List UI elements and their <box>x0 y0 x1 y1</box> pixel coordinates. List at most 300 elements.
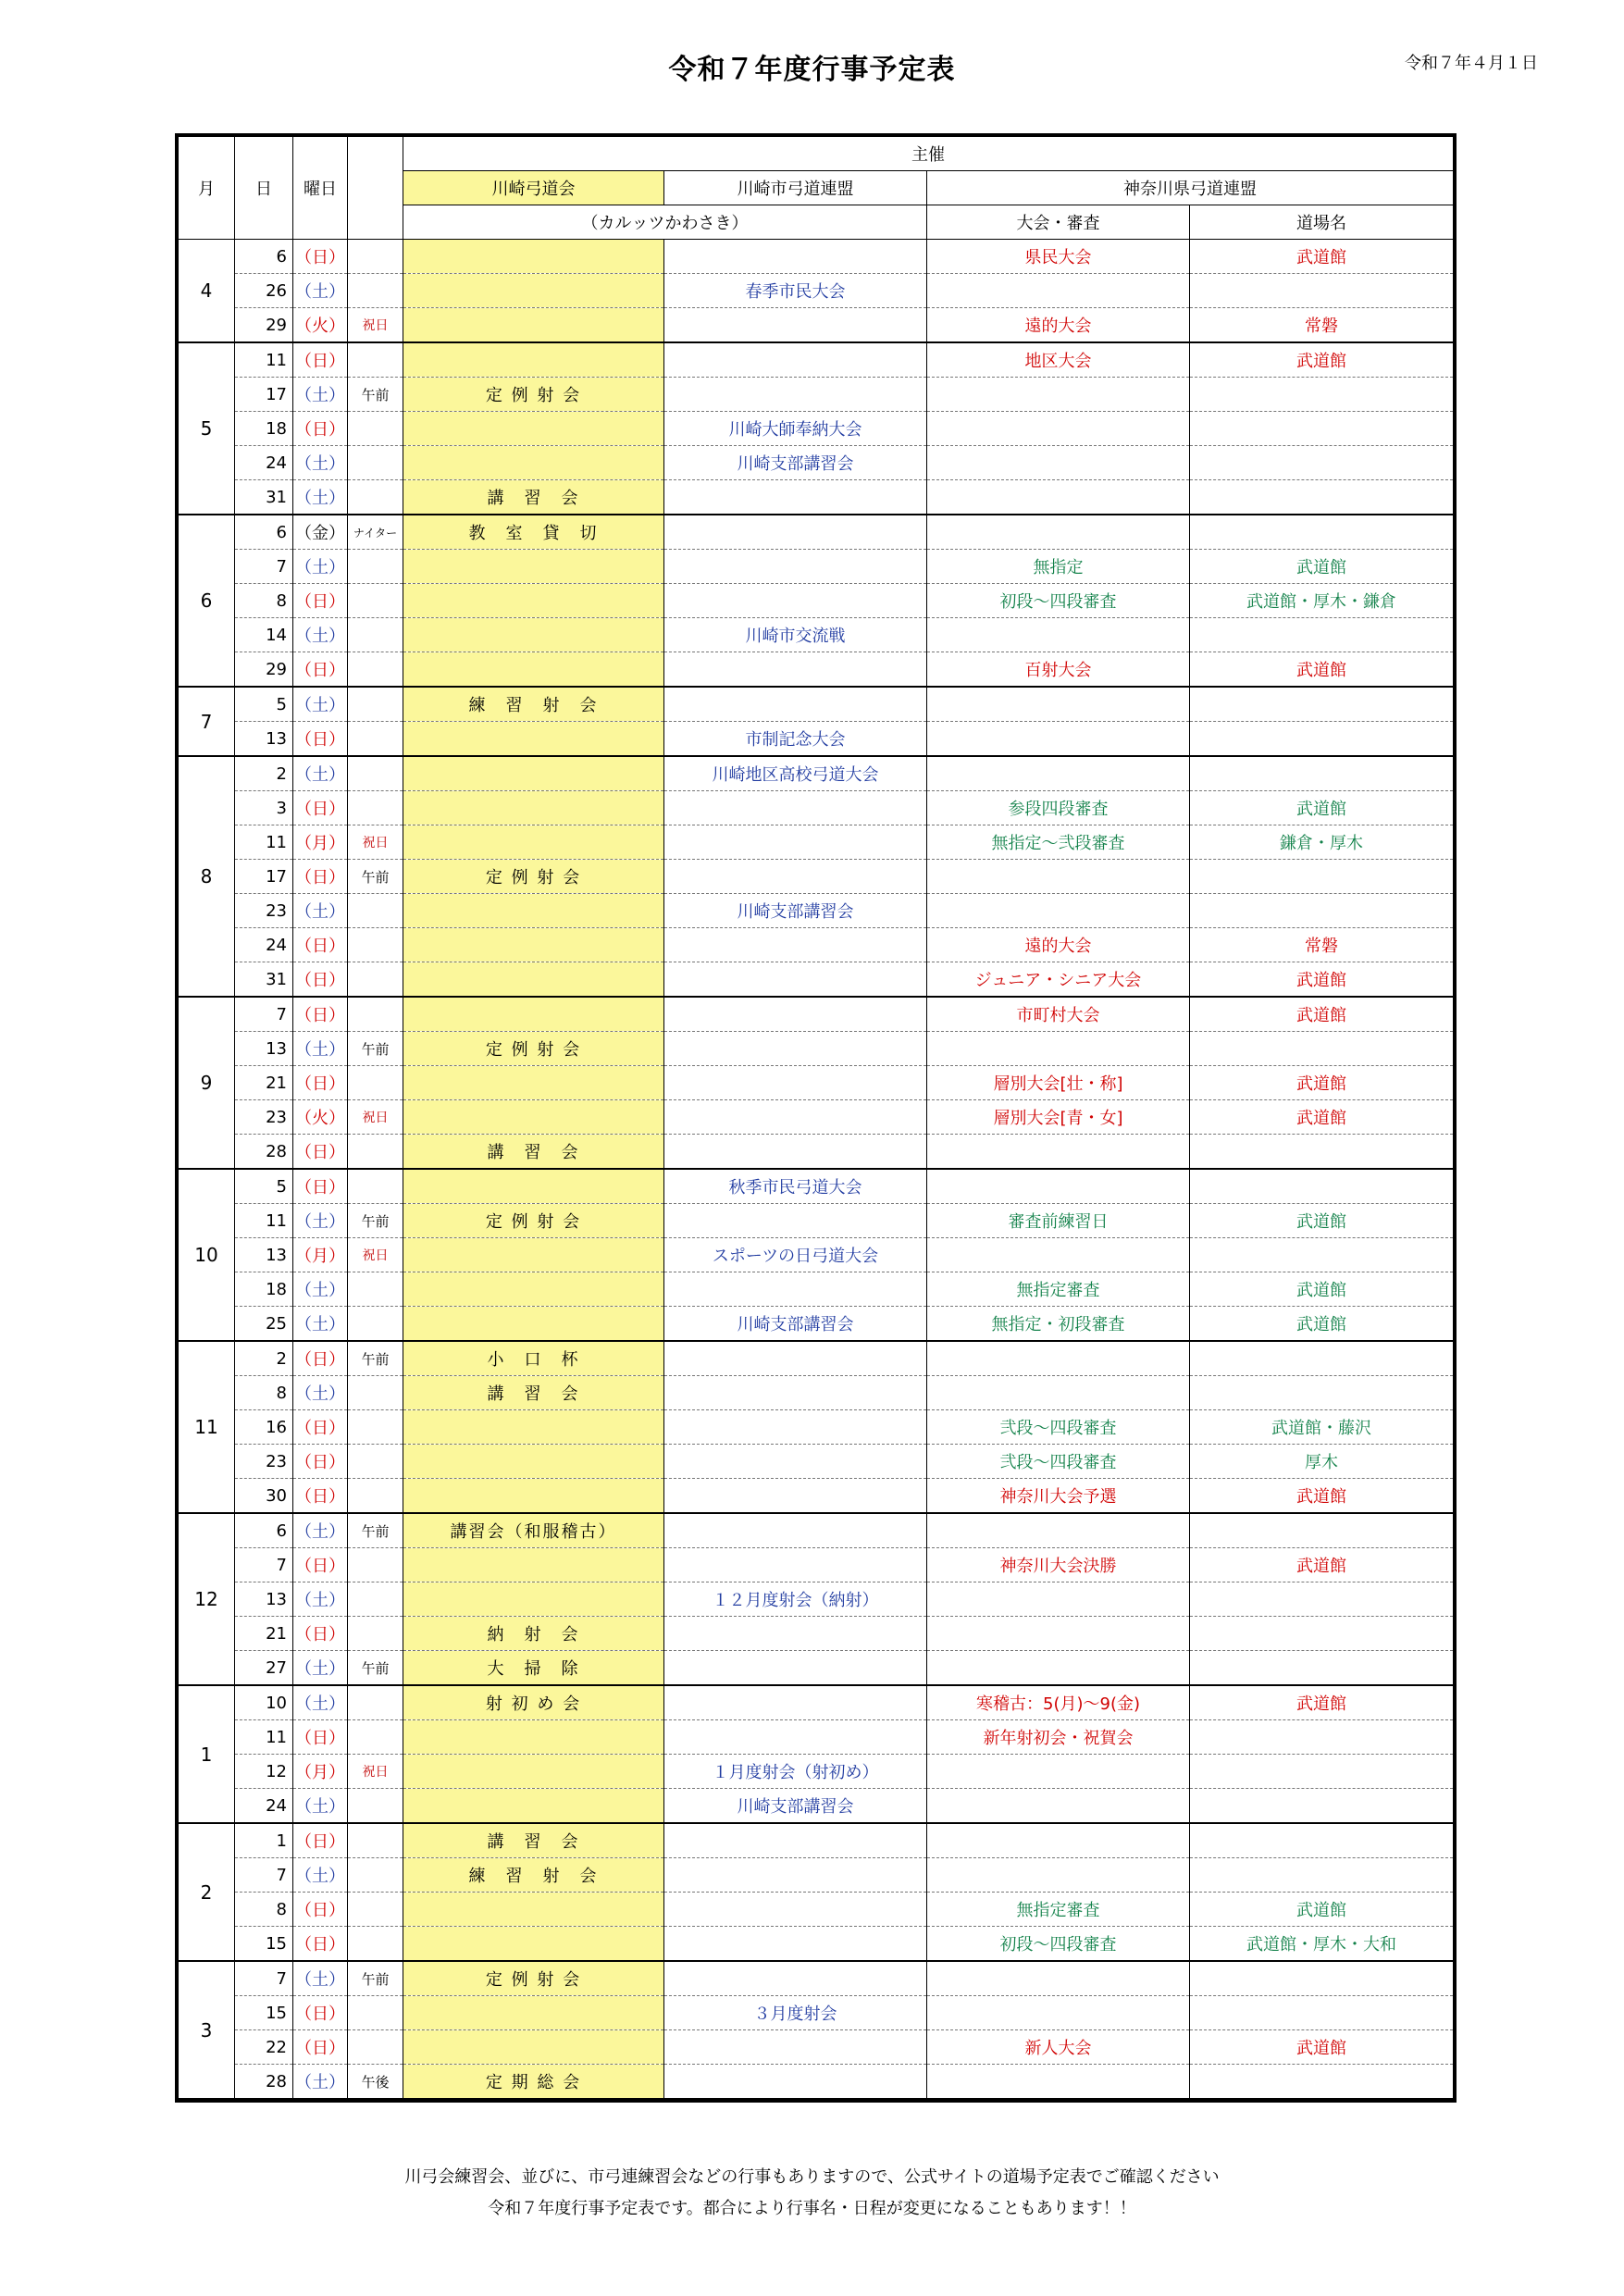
pref-event-cell: 寒稽古：5(月)～9(金) <box>927 1685 1190 1720</box>
day-cell: 23 <box>235 894 293 928</box>
weekday-cell: （日） <box>293 2030 348 2065</box>
kawasaki-kyudo-cell: 講 習 会 <box>403 1135 664 1170</box>
day-cell: 3 <box>235 791 293 825</box>
pref-event-cell <box>927 446 1190 480</box>
pref-event-cell: 弐段～四段審査 <box>927 1445 1190 1479</box>
note-cell <box>348 412 403 446</box>
pref-event-cell <box>927 1651 1190 1686</box>
kawasaki-kyudo-cell: 練 習 射 会 <box>403 1858 664 1893</box>
dojo-cell: 武道館 <box>1190 1685 1454 1720</box>
note-cell <box>348 2030 403 2065</box>
table-row <box>179 412 1454 446</box>
weekday-cell: （日） <box>293 1135 348 1170</box>
table-row <box>179 1238 1454 1272</box>
month-cell: 11 <box>179 1341 235 1513</box>
pref-event-cell <box>927 687 1190 722</box>
day-cell: 6 <box>235 1513 293 1548</box>
pref-event-cell: 層別大会[青・女] <box>927 1100 1190 1135</box>
note-cell <box>348 1548 403 1582</box>
pref-event-cell <box>927 1032 1190 1066</box>
kawasaki-kyudo-cell: 定 期 総 会 <box>403 2065 664 2100</box>
dojo-cell <box>1190 687 1454 722</box>
table-row <box>179 1445 1454 1479</box>
kawasaki-kyudo-cell <box>403 584 664 618</box>
day-cell: 11 <box>235 1204 293 1238</box>
city-federation-cell <box>664 962 927 998</box>
kawasaki-kyudo-cell <box>403 1272 664 1307</box>
note-cell: 祝日 <box>348 1100 403 1135</box>
table-row <box>179 1996 1454 2030</box>
dojo-cell <box>1190 1720 1454 1755</box>
table-row <box>179 894 1454 928</box>
header-dojo: 道場名 <box>1190 205 1454 240</box>
table-row <box>179 825 1454 860</box>
table-row <box>179 378 1454 412</box>
dojo-cell <box>1190 1169 1454 1204</box>
kawasaki-kyudo-cell <box>403 412 664 446</box>
table-row <box>179 618 1454 652</box>
note-cell <box>348 342 403 378</box>
note-cell: 午前 <box>348 1032 403 1066</box>
weekday-cell: （日） <box>293 1169 348 1204</box>
day-cell: 11 <box>235 342 293 378</box>
weekday-cell: （日） <box>293 1893 348 1927</box>
weekday-cell: （日） <box>293 962 348 998</box>
kawasaki-kyudo-cell <box>403 1066 664 1100</box>
header-kawasaki-kyudo: 川崎弓道会 <box>403 171 664 205</box>
issue-date: 令和７年４月１日 <box>1405 54 1538 73</box>
city-federation-cell <box>664 860 927 894</box>
day-cell: 7 <box>235 550 293 584</box>
note-cell <box>348 1858 403 1893</box>
dojo-cell <box>1190 860 1454 894</box>
weekday-cell: （日） <box>293 791 348 825</box>
footer-disclaimer: 令和７年度行事予定表です。都合により行事名・日程が変更になることもあります！！ <box>488 2199 1136 2218</box>
table-row <box>179 860 1454 894</box>
table-row <box>179 1032 1454 1066</box>
month-group <box>179 1823 1454 1961</box>
day-cell: 1 <box>235 1823 293 1858</box>
pref-event-cell <box>927 618 1190 652</box>
weekday-cell: （日） <box>293 860 348 894</box>
month-group <box>179 1685 1454 1823</box>
kawasaki-kyudo-cell: 講習会（和服稽古） <box>403 1513 664 1548</box>
dojo-cell: 鎌倉・厚木 <box>1190 825 1454 860</box>
header-weekday: 曜日 <box>293 137 348 240</box>
table-row <box>179 962 1454 998</box>
table-row <box>179 1066 1454 1100</box>
dojo-cell: 厚木 <box>1190 1445 1454 1479</box>
dojo-cell <box>1190 1651 1454 1686</box>
table-row <box>179 1720 1454 1755</box>
dojo-cell: 常磐 <box>1190 928 1454 962</box>
weekday-cell: （日） <box>293 584 348 618</box>
day-cell: 12 <box>235 1755 293 1789</box>
day-cell: 8 <box>235 1893 293 1927</box>
header-kawasaki-sub: （カルッツかわさき） <box>403 205 927 240</box>
note-cell <box>348 1582 403 1617</box>
note-cell <box>348 1066 403 1100</box>
city-federation-cell <box>664 825 927 860</box>
kawasaki-kyudo-cell <box>403 342 664 378</box>
kawasaki-kyudo-cell: 納 射 会 <box>403 1617 664 1651</box>
note-cell <box>348 240 403 274</box>
pref-event-cell <box>927 1823 1190 1858</box>
pref-event-cell: 層別大会[壮・称] <box>927 1066 1190 1100</box>
weekday-cell: （日） <box>293 1617 348 1651</box>
pref-event-cell <box>927 412 1190 446</box>
table-row <box>179 1135 1454 1170</box>
city-federation-cell <box>664 1032 927 1066</box>
kawasaki-kyudo-cell: 大 掃 除 <box>403 1651 664 1686</box>
month-cell: 5 <box>179 342 235 515</box>
weekday-cell: （土） <box>293 2065 348 2100</box>
table-row <box>179 1755 1454 1789</box>
kawasaki-kyudo-cell <box>403 240 664 274</box>
pref-event-cell: 無指定審査 <box>927 1272 1190 1307</box>
weekday-cell: （日） <box>293 1927 348 1962</box>
kawasaki-kyudo-cell: 定 例 射 会 <box>403 378 664 412</box>
day-cell: 10 <box>235 1685 293 1720</box>
weekday-cell: （土） <box>293 894 348 928</box>
pref-event-cell: 神奈川大会予選 <box>927 1479 1190 1514</box>
pref-event-cell <box>927 1789 1190 1824</box>
note-cell: 午前 <box>348 1341 403 1376</box>
dojo-cell: 武道館・厚木・鎌倉 <box>1190 584 1454 618</box>
header-taikai: 大会・審査 <box>927 205 1190 240</box>
weekday-cell: （日） <box>293 1548 348 1582</box>
day-cell: 28 <box>235 2065 293 2100</box>
pref-event-cell <box>927 1996 1190 2030</box>
kawasaki-kyudo-cell: 講 習 会 <box>403 480 664 515</box>
dojo-cell <box>1190 1823 1454 1858</box>
dojo-cell <box>1190 756 1454 791</box>
pref-event-cell: 参段四段審査 <box>927 791 1190 825</box>
weekday-cell: （日） <box>293 342 348 378</box>
weekday-cell: （月） <box>293 1755 348 1789</box>
day-cell: 28 <box>235 1135 293 1170</box>
pref-event-cell <box>927 860 1190 894</box>
city-federation-cell <box>664 1617 927 1651</box>
kawasaki-kyudo-cell <box>403 550 664 584</box>
table-row <box>179 1893 1454 1927</box>
dojo-cell <box>1190 1135 1454 1170</box>
day-cell: 22 <box>235 2030 293 2065</box>
kawasaki-kyudo-cell <box>403 274 664 308</box>
pref-event-cell: 初段～四段審査 <box>927 584 1190 618</box>
city-federation-cell <box>664 378 927 412</box>
pref-event-cell <box>927 1961 1190 1996</box>
month-group <box>179 1169 1454 1341</box>
pref-event-cell <box>927 1238 1190 1272</box>
table-row <box>179 1582 1454 1617</box>
kawasaki-kyudo-cell: 練 習 射 会 <box>403 687 664 722</box>
city-federation-cell <box>664 928 927 962</box>
dojo-cell: 武道館 <box>1190 550 1454 584</box>
day-cell: 23 <box>235 1100 293 1135</box>
dojo-cell <box>1190 722 1454 757</box>
kawasaki-kyudo-cell <box>403 825 664 860</box>
note-cell <box>348 1135 403 1170</box>
day-cell: 11 <box>235 825 293 860</box>
city-federation-cell: 川崎支部講習会 <box>664 446 927 480</box>
day-cell: 7 <box>235 1961 293 1996</box>
table-row <box>179 274 1454 308</box>
dojo-cell: 武道館 <box>1190 1272 1454 1307</box>
day-cell: 18 <box>235 1272 293 1307</box>
city-federation-cell <box>664 1410 927 1445</box>
weekday-cell: （日） <box>293 1066 348 1100</box>
dojo-cell: 武道館 <box>1190 2030 1454 2065</box>
note-cell <box>348 1893 403 1927</box>
pref-event-cell <box>927 1376 1190 1410</box>
note-cell <box>348 1720 403 1755</box>
note-cell: 祝日 <box>348 1755 403 1789</box>
note-cell: 祝日 <box>348 825 403 860</box>
month-cell: 4 <box>179 240 235 343</box>
kawasaki-kyudo-cell <box>403 618 664 652</box>
city-federation-cell <box>664 652 927 688</box>
note-cell <box>348 997 403 1032</box>
dojo-cell <box>1190 1582 1454 1617</box>
table-row <box>179 1376 1454 1410</box>
day-cell: 17 <box>235 378 293 412</box>
kawasaki-kyudo-cell <box>403 1720 664 1755</box>
kawasaki-kyudo-cell <box>403 791 664 825</box>
table-row <box>179 2030 1454 2065</box>
month-cell: 6 <box>179 515 235 687</box>
pref-event-cell <box>927 1755 1190 1789</box>
city-federation-cell: ３月度射会 <box>664 1996 927 2030</box>
day-cell: 29 <box>235 308 293 343</box>
month-group <box>179 1341 1454 1513</box>
weekday-cell: （土） <box>293 1651 348 1686</box>
weekday-cell: （日） <box>293 1720 348 1755</box>
pref-event-cell <box>927 894 1190 928</box>
note-cell <box>348 1927 403 1962</box>
pref-event-cell: 市町村大会 <box>927 997 1190 1032</box>
month-cell: 9 <box>179 997 235 1169</box>
city-federation-cell <box>664 1651 927 1686</box>
kawasaki-kyudo-cell <box>403 722 664 757</box>
city-federation-cell <box>664 550 927 584</box>
dojo-cell <box>1190 274 1454 308</box>
day-cell: 24 <box>235 446 293 480</box>
note-cell <box>348 1996 403 2030</box>
city-federation-cell: 川崎市交流戦 <box>664 618 927 652</box>
table-row <box>179 756 1454 791</box>
weekday-cell: （土） <box>293 550 348 584</box>
weekday-cell: （土） <box>293 446 348 480</box>
city-federation-cell <box>664 1204 927 1238</box>
note-cell <box>348 480 403 515</box>
table-row <box>179 1513 1454 1548</box>
dojo-cell <box>1190 1789 1454 1824</box>
day-cell: 14 <box>235 618 293 652</box>
weekday-cell: （日） <box>293 240 348 274</box>
note-cell <box>348 652 403 688</box>
kawasaki-kyudo-cell: 定 例 射 会 <box>403 1961 664 1996</box>
city-federation-cell <box>664 1858 927 1893</box>
weekday-cell: （土） <box>293 1961 348 1996</box>
dojo-cell: 武道館・厚木・大和 <box>1190 1927 1454 1962</box>
weekday-cell: （日） <box>293 1410 348 1445</box>
day-cell: 27 <box>235 1651 293 1686</box>
note-cell <box>348 894 403 928</box>
table-row <box>179 1823 1454 1858</box>
month-cell: 10 <box>179 1169 235 1341</box>
table-row <box>179 2065 1454 2100</box>
pref-event-cell: 遠的大会 <box>927 308 1190 343</box>
table-row <box>179 1685 1454 1720</box>
dojo-cell: 武道館 <box>1190 1100 1454 1135</box>
city-federation-cell <box>664 480 927 515</box>
day-cell: 2 <box>235 756 293 791</box>
note-cell <box>348 1479 403 1514</box>
day-cell: 13 <box>235 1238 293 1272</box>
note-cell <box>348 618 403 652</box>
table-row <box>179 1479 1454 1514</box>
city-federation-cell <box>664 1066 927 1100</box>
day-cell: 13 <box>235 1032 293 1066</box>
table-row <box>179 1272 1454 1307</box>
city-federation-cell <box>664 1479 927 1514</box>
header-month: 月 <box>179 137 235 240</box>
note-cell: 午後 <box>348 2065 403 2100</box>
table-row <box>179 550 1454 584</box>
table-header <box>179 137 1454 240</box>
weekday-cell: （土） <box>293 1204 348 1238</box>
note-cell <box>348 446 403 480</box>
table-row <box>179 480 1454 515</box>
table-row <box>179 1651 1454 1686</box>
dojo-cell: 武道館 <box>1190 1307 1454 1342</box>
month-cell: 2 <box>179 1823 235 1961</box>
dojo-cell: 武道館 <box>1190 1479 1454 1514</box>
table-row <box>179 1307 1454 1342</box>
weekday-cell: （日） <box>293 412 348 446</box>
kawasaki-kyudo-cell <box>403 1789 664 1824</box>
weekday-cell: （日） <box>293 722 348 757</box>
kawasaki-kyudo-cell: 講 習 会 <box>403 1823 664 1858</box>
day-cell: 18 <box>235 412 293 446</box>
dojo-cell <box>1190 2065 1454 2100</box>
month-group <box>179 515 1454 687</box>
dojo-cell <box>1190 1238 1454 1272</box>
pref-event-cell <box>927 274 1190 308</box>
kawasaki-kyudo-cell: 講 習 会 <box>403 1376 664 1410</box>
city-federation-cell <box>664 584 927 618</box>
dojo-cell <box>1190 894 1454 928</box>
kawasaki-kyudo-cell <box>403 446 664 480</box>
note-cell <box>348 1789 403 1824</box>
day-cell: 31 <box>235 962 293 998</box>
city-federation-cell <box>664 997 927 1032</box>
note-cell <box>348 1617 403 1651</box>
note-cell: 午前 <box>348 378 403 412</box>
city-federation-cell <box>664 1927 927 1962</box>
city-federation-cell <box>664 308 927 343</box>
month-cell: 12 <box>179 1513 235 1685</box>
kawasaki-kyudo-cell <box>403 1755 664 1789</box>
dojo-cell: 武道館 <box>1190 1548 1454 1582</box>
weekday-cell: （土） <box>293 1376 348 1410</box>
table-row <box>179 1169 1454 1204</box>
day-cell: 21 <box>235 1617 293 1651</box>
day-cell: 11 <box>235 1720 293 1755</box>
city-federation-cell: 川崎支部講習会 <box>664 894 927 928</box>
month-group <box>179 240 1454 343</box>
header-day: 日 <box>235 137 293 240</box>
table-row <box>179 1961 1454 1996</box>
table-row <box>179 1548 1454 1582</box>
pref-event-cell: 新年射初会・祝賀会 <box>927 1720 1190 1755</box>
day-cell: 15 <box>235 1927 293 1962</box>
month-group <box>179 1513 1454 1685</box>
city-federation-cell <box>664 1272 927 1307</box>
kawasaki-kyudo-cell <box>403 1307 664 1342</box>
city-federation-cell <box>664 1100 927 1135</box>
note-cell: 午前 <box>348 1961 403 1996</box>
header-city-federation: 川崎市弓道連盟 <box>664 171 927 205</box>
city-federation-cell: 川崎大師奉納大会 <box>664 412 927 446</box>
weekday-cell: （土） <box>293 378 348 412</box>
kawasaki-kyudo-cell <box>403 756 664 791</box>
kawasaki-kyudo-cell <box>403 1100 664 1135</box>
pref-event-cell <box>927 1513 1190 1548</box>
dojo-cell <box>1190 1858 1454 1893</box>
dojo-cell <box>1190 515 1454 550</box>
month-cell: 3 <box>179 1961 235 2099</box>
table-row <box>179 997 1454 1032</box>
day-cell: 7 <box>235 1548 293 1582</box>
pref-event-cell <box>927 1169 1190 1204</box>
kawasaki-kyudo-cell <box>403 1410 664 1445</box>
city-federation-cell: スポーツの日弓道大会 <box>664 1238 927 1272</box>
kawasaki-kyudo-cell <box>403 1238 664 1272</box>
pref-event-cell: 県民大会 <box>927 240 1190 274</box>
table-row <box>179 240 1454 274</box>
city-federation-cell <box>664 687 927 722</box>
month-cell: 1 <box>179 1685 235 1823</box>
table-row <box>179 1341 1454 1376</box>
table-row <box>179 446 1454 480</box>
kawasaki-kyudo-cell <box>403 1582 664 1617</box>
pref-event-cell: 無指定審査 <box>927 1893 1190 1927</box>
note-cell <box>348 584 403 618</box>
city-federation-cell <box>664 2030 927 2065</box>
city-federation-cell <box>664 1513 927 1548</box>
day-cell: 6 <box>235 515 293 550</box>
weekday-cell: （金） <box>293 515 348 550</box>
pref-event-cell <box>927 722 1190 757</box>
weekday-cell: （日） <box>293 1341 348 1376</box>
note-cell: 午前 <box>348 860 403 894</box>
kawasaki-kyudo-cell: 定 例 射 会 <box>403 860 664 894</box>
weekday-cell: （土） <box>293 756 348 791</box>
pref-event-cell: 百射大会 <box>927 652 1190 688</box>
dojo-cell: 武道館 <box>1190 652 1454 688</box>
day-cell: 7 <box>235 1858 293 1893</box>
table-row <box>179 928 1454 962</box>
day-cell: 17 <box>235 860 293 894</box>
day-cell: 24 <box>235 928 293 962</box>
day-cell: 29 <box>235 652 293 688</box>
weekday-cell: （土） <box>293 1582 348 1617</box>
kawasaki-kyudo-cell <box>403 1479 664 1514</box>
dojo-cell: 武道館 <box>1190 240 1454 274</box>
pref-event-cell: 初段～四段審査 <box>927 1927 1190 1962</box>
